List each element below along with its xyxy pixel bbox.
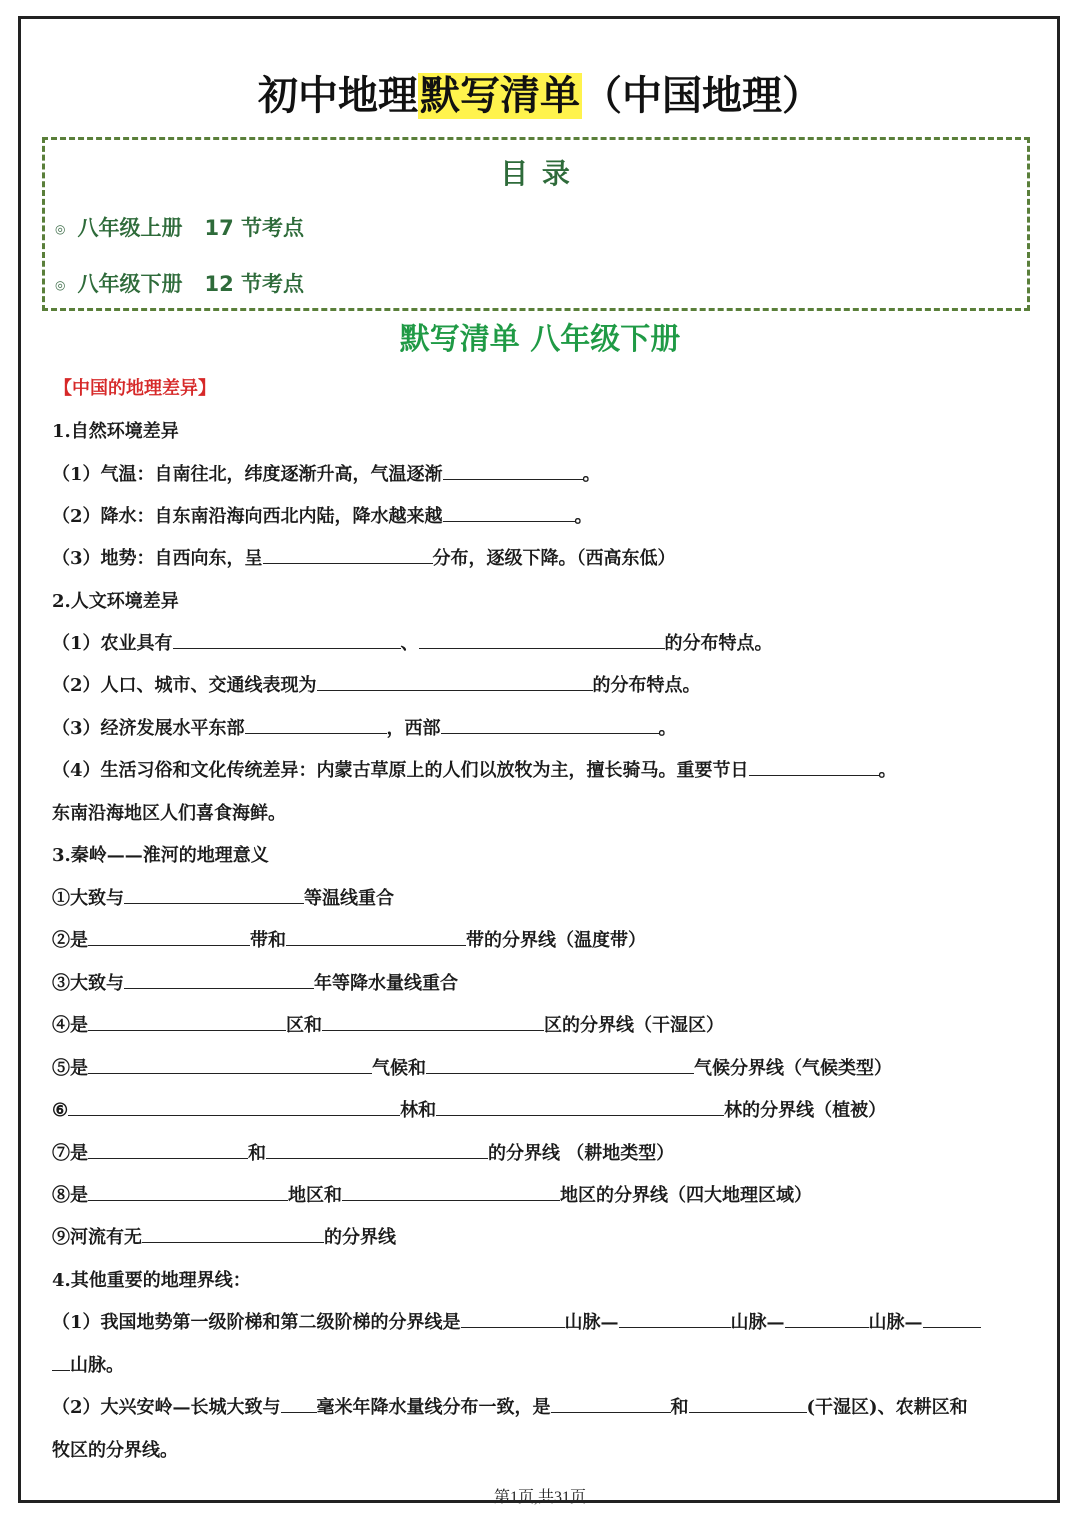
text: 的分布特点。 <box>664 633 773 654</box>
blank <box>436 1097 724 1116</box>
text: ③大致与 <box>52 973 124 994</box>
text: 山脉。 <box>70 1355 124 1376</box>
text: （2）大兴安岭—长城大致与 <box>52 1397 281 1418</box>
text: 和 <box>670 1397 689 1418</box>
circle-bullet-icon: ◎ <box>55 278 66 292</box>
text: 气候分界线（气候类型） <box>694 1058 892 1079</box>
toc-item-grade8-second[interactable] <box>55 268 304 298</box>
blank <box>426 1055 694 1074</box>
text: ⑧是 <box>52 1185 88 1206</box>
blank <box>88 1055 372 1074</box>
toc-item-label: 八年级下册 <box>77 272 183 296</box>
blank <box>266 1140 488 1159</box>
qinling-item-1 <box>52 884 394 914</box>
text: （1）我国地势第一级阶梯和第二级阶梯的分界线是 <box>52 1312 461 1333</box>
heading-natural-env: 1.自然环境差异 <box>52 421 179 442</box>
blank <box>142 1224 324 1243</box>
text: 等温线重合 <box>304 888 394 909</box>
text: 区的分界线（干湿区） <box>544 1015 724 1036</box>
text: 毫米年降水量线分布一致，是 <box>316 1397 551 1418</box>
toc-title: 目 录 <box>500 157 572 190</box>
item-temperature <box>52 460 601 490</box>
section-title: 默写清单 八年级下册 <box>399 322 681 357</box>
item-precipitation <box>52 502 593 532</box>
blank <box>461 1309 565 1328</box>
blank <box>281 1394 317 1413</box>
page-title <box>0 66 1080 126</box>
text: （3）地势：自西向东，呈 <box>52 548 263 569</box>
toc-item-label: 八年级上册 <box>77 216 183 240</box>
text: （1）农业具有 <box>52 633 173 654</box>
text: （1）气温：自南往北，纬度逐渐升高，气温逐渐 <box>52 464 443 485</box>
qinling-item-7 <box>52 1139 674 1169</box>
other-item-2-cont: 牧区的分界线。 <box>52 1440 178 1461</box>
blank <box>68 1097 400 1116</box>
qinling-item-4 <box>52 1011 724 1041</box>
text: 的分界线 <box>324 1227 396 1248</box>
blank <box>124 970 314 989</box>
heading-qinling: 3.秦岭——淮河的地理意义 <box>52 845 269 866</box>
other-item-2 <box>52 1393 968 1423</box>
text: 、 <box>400 633 419 654</box>
item-population <box>52 671 701 701</box>
blank <box>88 1140 248 1159</box>
item-terrain <box>52 544 676 574</box>
text: ⑤是 <box>52 1058 88 1079</box>
text: 的分布特点。 <box>592 675 701 696</box>
text: （2）降水：自东南沿海向西北内陆，降水越来越 <box>52 506 443 527</box>
text: ，西部 <box>386 718 441 739</box>
blank <box>124 885 304 904</box>
blank <box>88 927 250 946</box>
text: 山脉— <box>868 1312 923 1333</box>
text: ④是 <box>52 1015 88 1036</box>
blank <box>785 1309 869 1328</box>
text: 山脉— <box>730 1312 785 1333</box>
text: 带的分界线（温度带） <box>466 930 646 951</box>
blank <box>419 630 665 649</box>
table-of-contents <box>42 137 1030 311</box>
blank <box>88 1012 286 1031</box>
text: ①大致与 <box>52 888 124 909</box>
text: ⑦是 <box>52 1143 88 1164</box>
other-item-1 <box>52 1308 981 1338</box>
qinling-item-9 <box>52 1223 396 1253</box>
blank <box>286 927 466 946</box>
blank <box>441 715 659 734</box>
blank <box>342 1182 560 1201</box>
text: 林和 <box>400 1100 437 1121</box>
text: 。 <box>582 464 601 485</box>
text: 地区和 <box>288 1185 342 1206</box>
text: （2）人口、城市、交通线表现为 <box>52 675 317 696</box>
text: 。 <box>658 718 677 739</box>
text: 和 <box>248 1143 266 1164</box>
section-heading: 【中国的地理差异】 <box>54 378 216 399</box>
item-agriculture <box>52 629 773 659</box>
text: ⑥ <box>52 1100 69 1121</box>
toc-item-count: 17 节考点 <box>204 216 305 240</box>
toc-item-count: 12 节考点 <box>204 272 305 296</box>
text: ⑨河流有无 <box>52 1227 142 1248</box>
toc-item-grade8-first[interactable] <box>55 212 304 242</box>
title-suffix: （中国地理） <box>582 73 822 119</box>
text: 。 <box>574 506 593 527</box>
title-prefix: 初中地理 <box>258 73 418 119</box>
blank <box>923 1309 981 1328</box>
blank <box>551 1394 671 1413</box>
text: 地区的分界线（四大地理区域） <box>560 1185 812 1206</box>
text: ②是 <box>52 930 88 951</box>
blank <box>322 1012 544 1031</box>
text: 。 <box>878 760 897 781</box>
heading-human-env: 2.人文环境差异 <box>52 591 179 612</box>
text: 带和 <box>250 930 286 951</box>
text: 年等降水量线重合 <box>314 973 458 994</box>
text: 分布，逐级下降。（西高东低） <box>432 548 676 569</box>
blank <box>619 1309 731 1328</box>
qinling-item-8 <box>52 1181 812 1211</box>
item-customs-cont: 东南沿海地区人们喜食海鲜。 <box>52 803 286 824</box>
other-item-1-cont <box>52 1351 124 1381</box>
text: 气候和 <box>372 1058 426 1079</box>
blank <box>689 1394 807 1413</box>
text: 林的分界线（植被） <box>724 1100 887 1121</box>
text: （3）经济发展水平东部 <box>52 718 245 739</box>
title-highlight: 默写清单 <box>420 73 580 119</box>
blank <box>443 503 575 522</box>
text: 的分界线 （耕地类型） <box>488 1143 675 1164</box>
item-customs <box>52 756 897 786</box>
text: 山脉— <box>564 1312 619 1333</box>
text: 区和 <box>286 1015 322 1036</box>
text: （4）生活习俗和文化传统差异：内蒙古草原上的人们以放牧为主，擅长骑马。重要节日 <box>52 760 749 781</box>
qinling-item-2 <box>52 926 646 956</box>
blank <box>173 630 401 649</box>
page-number: 第1页,共31页 <box>493 1489 586 1506</box>
qinling-item-6 <box>52 1096 886 1126</box>
item-economy <box>52 714 677 744</box>
blank <box>749 757 879 776</box>
blank <box>317 672 593 691</box>
heading-other-boundaries: 4.其他重要的地理界线： <box>52 1270 251 1291</box>
blank <box>443 461 583 480</box>
blank <box>52 1352 70 1371</box>
blank <box>88 1182 288 1201</box>
blank <box>263 545 433 564</box>
qinling-item-3 <box>52 969 458 999</box>
text: (干湿区)、农耕区和 <box>806 1397 968 1418</box>
circle-bullet-icon: ◎ <box>55 222 66 236</box>
qinling-item-5 <box>52 1054 892 1084</box>
blank <box>245 715 387 734</box>
